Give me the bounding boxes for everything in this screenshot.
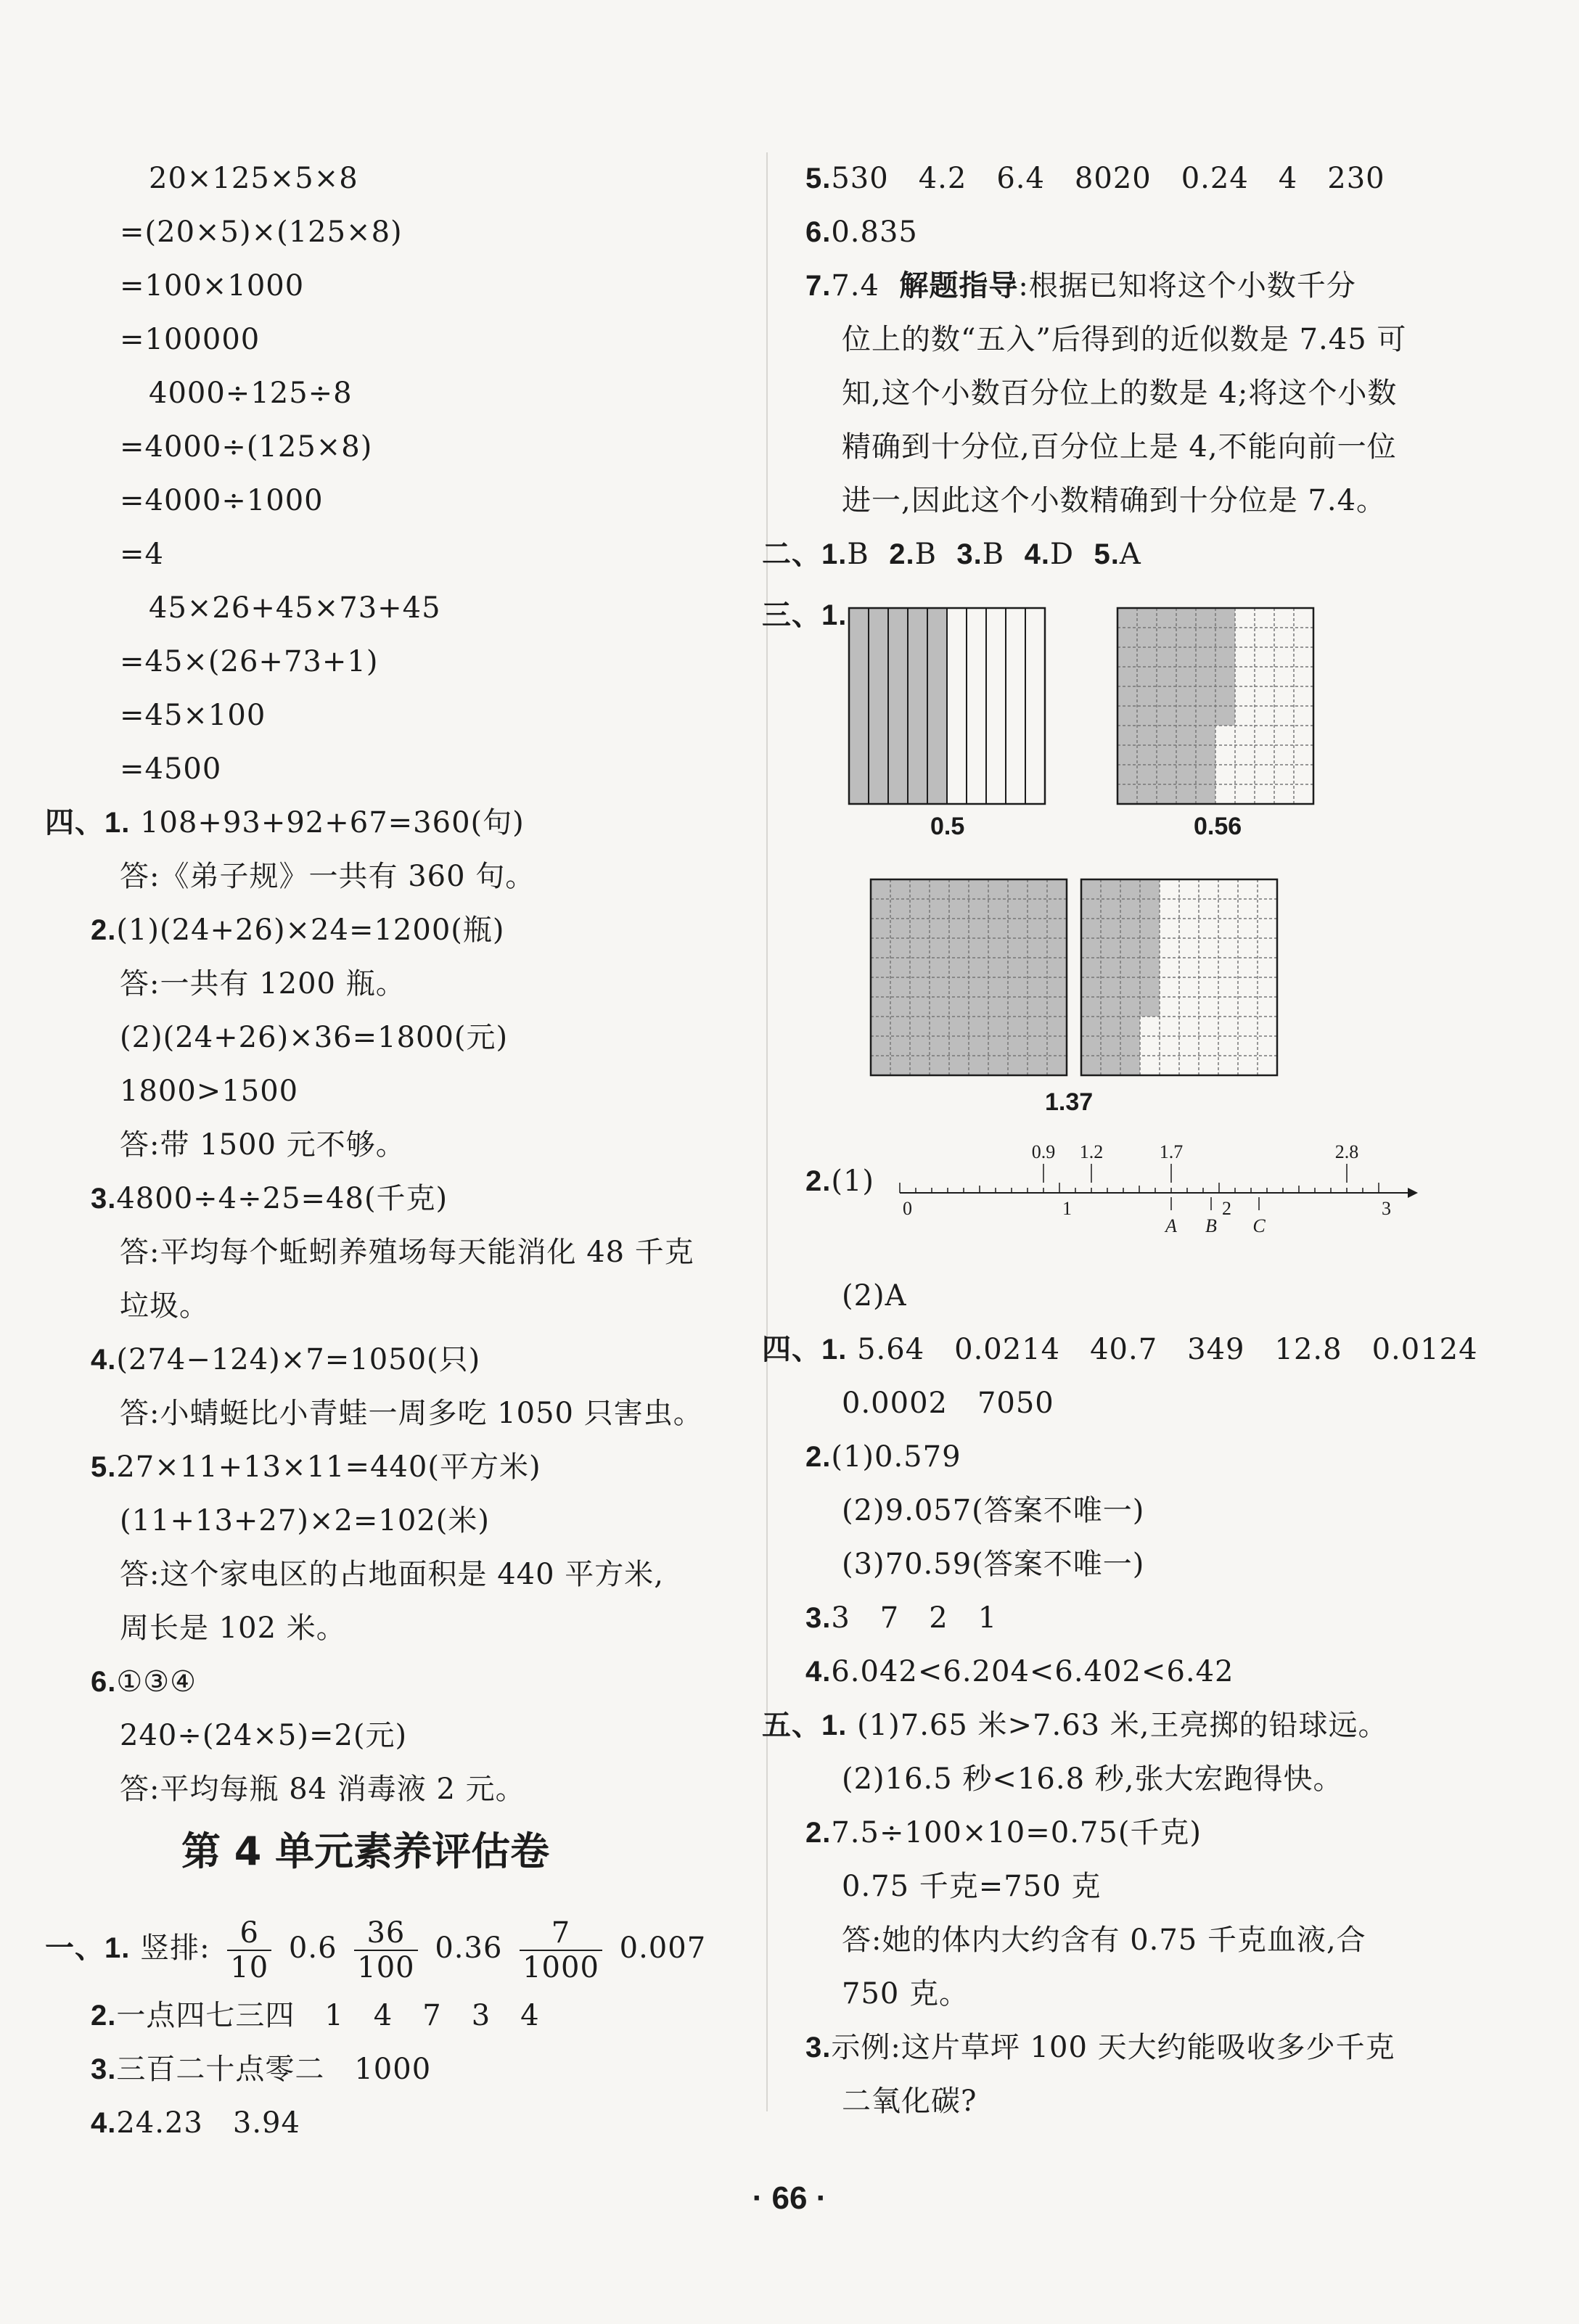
question-q2 [91, 911, 504, 949]
answer-text: 6.042<6.204<6.402<6.42 [831, 1655, 1234, 1688]
question-number: 3. [805, 2032, 832, 2064]
answer-line: 周长是 102 米。 [120, 1611, 346, 1645]
question-number: 4. [91, 2107, 117, 2139]
question-s4-4 [805, 1653, 1234, 1691]
hint-text: :根据已知将这个小数千分 [1018, 269, 1356, 303]
shaded-region [1140, 879, 1160, 1017]
section-1-q1 [45, 1916, 706, 1982]
choice-answer: A [1119, 538, 1141, 571]
calc-line: =4000÷1000 [120, 484, 324, 517]
question-number: 6. [91, 1666, 117, 1698]
question-q4 [91, 1341, 480, 1379]
calc-line: =45×(26+73+1) [120, 645, 379, 678]
column-divider [766, 152, 768, 2111]
question-number: 7. [805, 270, 832, 302]
answer-line: 1800>1500 [120, 1075, 299, 1108]
calc-line: =100000 [120, 323, 261, 356]
question-s5-3 [805, 2029, 1395, 2066]
question-a4 [91, 2104, 300, 2142]
question-number: 2. [805, 1165, 832, 1197]
section-2-answers [762, 535, 1141, 573]
answer-text: 一点四七三四 1 4 7 3 4 [116, 1999, 540, 2032]
question-s4-2 [805, 1438, 961, 1476]
section-heading: 一、 [45, 1931, 104, 1965]
decimal-value: 0.007 [619, 1931, 707, 1965]
answer-line: 750 克。 [842, 1977, 969, 2011]
answer-line: 二氧化碳? [842, 2085, 977, 2118]
question-r5 [805, 160, 1385, 197]
question-number: 1. [104, 1932, 131, 1964]
choice-answer: B [847, 538, 869, 571]
section-heading: 五、 [762, 1709, 821, 1742]
hint-line: 精确到十分位,百分位上是 4,不能向前一位 [842, 430, 1397, 464]
section-heading: 四、 [762, 1333, 821, 1366]
answer-line: 答:带 1500 元不够。 [120, 1128, 406, 1162]
choice-answer: D [1049, 538, 1075, 571]
question-a3 [91, 2050, 431, 2088]
numerator: 36 [354, 1918, 417, 1951]
tick-label: 2 [1222, 1198, 1231, 1219]
answer-line: 答:小蜻蜓比小青蛙一周多吃 1050 只害虫。 [120, 1397, 703, 1430]
calc-line: =45×100 [120, 699, 266, 732]
answer-line: 答:《弟子规》一共有 360 句。 [120, 860, 536, 893]
question-number: 4. [805, 1656, 832, 1688]
question-a2 [91, 1997, 540, 2034]
answer-text: (1) [831, 1165, 875, 1198]
calc-line: 45×26+45×73+45 [149, 591, 441, 625]
numerator: 6 [227, 1918, 271, 1951]
question-number: 2. [889, 538, 915, 570]
section-3-q2 [805, 1162, 874, 1200]
answer-line: 答:一共有 1200 瓶。 [120, 967, 406, 1001]
answer-text: 27×11+13×11=440(平方米) [116, 1450, 541, 1484]
grid-hundredths-figure [1081, 879, 1277, 1075]
question-number: 1. [821, 1334, 848, 1366]
question-s4-3 [805, 1599, 997, 1637]
answer-line: (3)70.59(答案不唯一) [842, 1548, 1145, 1581]
section-heading: 二、 [762, 538, 821, 571]
choice-answer: B [914, 538, 937, 571]
answer-text: 3 7 2 1 [831, 1601, 998, 1635]
point-label: C [1252, 1215, 1266, 1236]
calc-line: =4 [120, 538, 164, 571]
unit-title: 第 4 单元素养评估卷 [181, 1828, 550, 1874]
question-number: 3. [91, 1183, 117, 1215]
fraction [354, 1918, 417, 1982]
answer-text: 0.835 [831, 215, 918, 249]
section-4-q1 [45, 804, 525, 842]
answer-text: 三百二十点零二 1000 [116, 2053, 432, 2086]
tick-label: 1 [1062, 1198, 1072, 1219]
tick-label: 3 [1382, 1198, 1391, 1219]
answer-text: 530 4.2 6.4 8020 0.24 4 230 [831, 162, 1385, 195]
number-line [893, 1141, 1430, 1242]
page-number: · 66 · [752, 2180, 827, 2216]
section-5-q1 [762, 1707, 1388, 1744]
calc-line: =(20×5)×(125×8) [120, 215, 403, 249]
grid-full-figure [871, 879, 1067, 1075]
question-number: 4. [91, 1344, 117, 1376]
answer-line: 答:平均每瓶 84 消毒液 2 元。 [120, 1773, 525, 1806]
section-heading: 四、 [45, 806, 104, 839]
decimal-value: 0.6 [288, 1931, 337, 1965]
answer-text: 竖排: [140, 1931, 210, 1965]
question-q6 [91, 1663, 197, 1701]
answer-line: (2)9.057(答案不唯一) [842, 1494, 1145, 1527]
answer-text: 4800÷4÷25=48(千克) [116, 1182, 448, 1215]
hint-line: 知,这个小数百分位上的数是 4;将这个小数 [842, 377, 1398, 410]
answer-text: (1)7.65 米>7.63 米,王亮掷的铅球远。 [857, 1709, 1388, 1742]
decimal-value: 0.36 [435, 1931, 503, 1965]
question-number: 2. [805, 1441, 832, 1473]
shaded-region [849, 608, 947, 804]
answer-text: ①③④ [116, 1665, 197, 1699]
answer-line: (11+13+27)×2=102(米) [120, 1504, 490, 1537]
mark-label: 0.9 [1031, 1141, 1056, 1162]
question-number: 3. [956, 538, 983, 570]
answer-text: 108+93+92+67=360(句) [140, 806, 525, 839]
answer-line: 0.0002 7050 [842, 1387, 1054, 1420]
answer-line: 答:这个家电区的占地面积是 440 平方米, [120, 1558, 664, 1591]
question-number: 3. [805, 1602, 832, 1634]
point-label: A [1165, 1215, 1177, 1236]
mark-label: 1.7 [1159, 1141, 1184, 1162]
denominator: 100 [357, 1951, 415, 1984]
section-4-q1 [762, 1331, 1478, 1368]
answer-text: 7.4 [831, 269, 879, 303]
figure-label: 0.5 [930, 813, 965, 840]
denominator: 10 [230, 1951, 269, 1984]
answer-text: (274−124)×7=1050(只) [116, 1343, 481, 1376]
answer-line: (2)A [842, 1279, 907, 1313]
question-number: 1. [821, 538, 848, 570]
mark-label: 2.8 [1334, 1141, 1359, 1162]
tick-label: 0 [903, 1198, 912, 1219]
shaded-region [1081, 879, 1140, 1075]
question-number: 5. [805, 163, 832, 194]
question-s5-2 [805, 1814, 1202, 1852]
section-3-q1 [762, 596, 847, 634]
answer-line: 240÷(24×5)=2(元) [120, 1719, 408, 1752]
question-number: 2. [805, 1817, 832, 1849]
question-number: 3. [91, 2053, 117, 2085]
section-heading: 三、 [762, 599, 821, 632]
fraction [227, 1918, 271, 1982]
figure-label: 0.56 [1194, 813, 1242, 840]
calc-line: =4000÷(125×8) [120, 430, 373, 464]
point-label: B [1205, 1215, 1217, 1236]
calc-line: 20×125×5×8 [149, 162, 358, 195]
answer-text: 7.5÷100×10=0.75(千克) [831, 1816, 1202, 1849]
answer-line: (2)16.5 秒<16.8 秒,张大宏跑得快。 [842, 1762, 1343, 1796]
question-number: 5. [91, 1451, 117, 1483]
axis-arrow [1408, 1188, 1418, 1198]
question-q5 [91, 1448, 541, 1486]
hint-line: 进一,因此这个小数精确到十分位是 7.4。 [842, 484, 1387, 517]
question-number: 4. [1024, 538, 1050, 570]
grid-tenths-figure [849, 608, 1045, 804]
answer-line: 答:她的体内大约含有 0.75 千克血液,合 [842, 1923, 1366, 1957]
question-number: 1. [821, 1709, 848, 1741]
answer-text: 5.64 0.0214 40.7 349 12.8 0.0124 [857, 1333, 1478, 1366]
question-number: 2. [91, 2000, 117, 2032]
answer-line: 0.75 千克=750 克 [842, 1870, 1102, 1903]
question-number: 5. [1094, 538, 1120, 570]
grid-hundredths-figure [1117, 608, 1313, 804]
numerator: 7 [520, 1918, 602, 1951]
hint-label: 解题指导 [899, 269, 1019, 303]
question-number: 6. [805, 216, 832, 248]
question-r7 [805, 267, 1356, 305]
answer-text: 示例:这片草坪 100 天大约能吸收多少千克 [831, 2031, 1395, 2064]
question-q3 [91, 1180, 448, 1218]
calc-line: =100×1000 [120, 269, 305, 303]
answer-text: (1)0.579 [831, 1440, 961, 1474]
question-number: 2. [91, 914, 117, 946]
question-number: 1. [104, 807, 131, 839]
denominator: 1000 [522, 1951, 599, 1984]
answer-text: (1)(24+26)×24=1200(瓶) [116, 913, 505, 947]
calc-line: =4500 [120, 752, 222, 786]
calc-line: 4000÷125÷8 [149, 377, 353, 410]
answer-line: 答:平均每个蚯蚓养殖场每天能消化 48 千克 [120, 1236, 694, 1269]
answer-line: 垃圾。 [120, 1289, 209, 1323]
answer-line: (2)(24+26)×36=1800(元) [120, 1021, 509, 1054]
mark-label: 1.2 [1079, 1141, 1104, 1162]
figure-label: 1.37 [1045, 1088, 1094, 1116]
choice-answer: B [982, 538, 1005, 571]
fraction [520, 1918, 602, 1982]
question-number: 1. [821, 599, 848, 631]
answer-text: 24.23 3.94 [116, 2106, 300, 2140]
question-r6 [805, 213, 918, 251]
hint-line: 位上的数“五入”后得到的近似数是 7.45 可 [842, 323, 1407, 356]
